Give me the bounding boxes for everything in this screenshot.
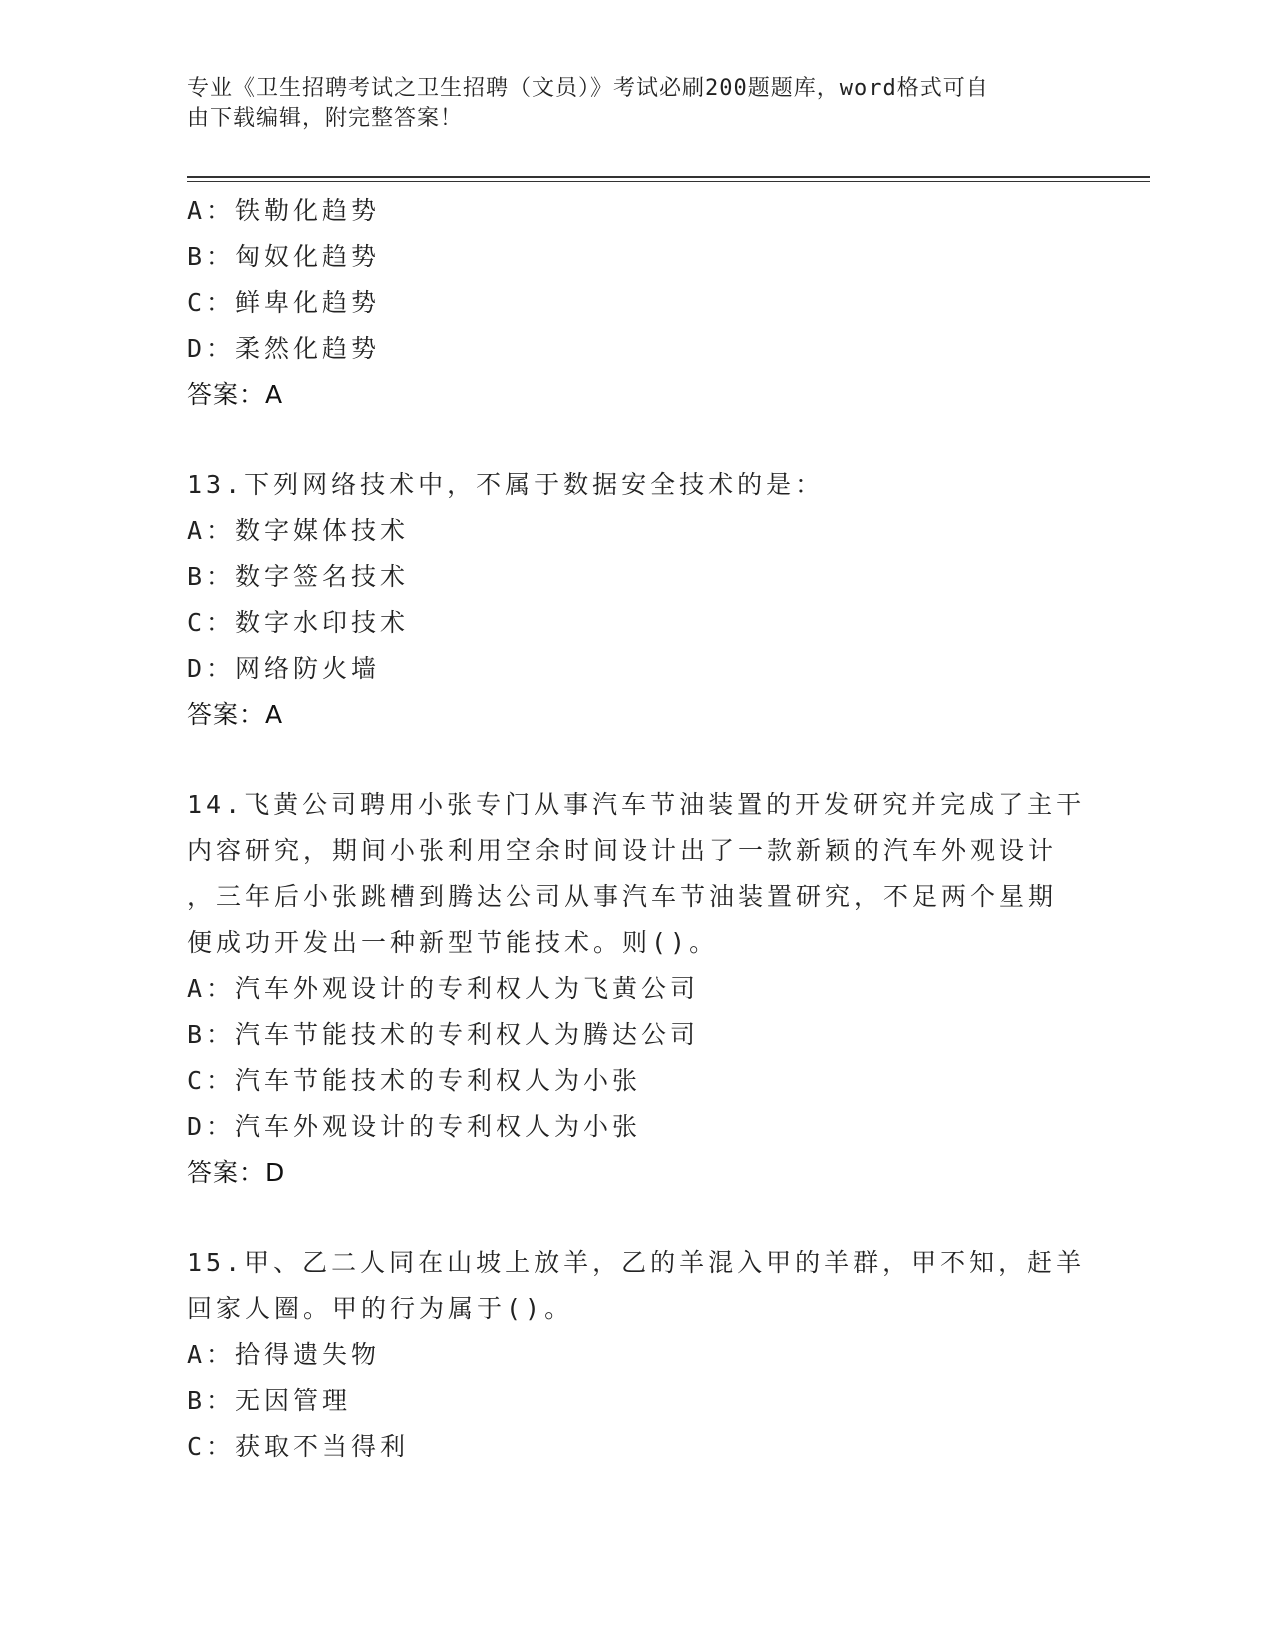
option-d: D：网络防火墙 [187, 654, 381, 683]
option-b: B：匈奴化趋势 [187, 242, 381, 271]
option-b: B：汽车节能技术的专利权人为腾达公司 [187, 1020, 700, 1049]
question-stem-line: ，三年后小张跳槽到腾达公司从事汽车节油装置研究，不足两个星期 [187, 882, 1058, 911]
option-b: B：数字签名技术 [187, 562, 410, 591]
header-divider-thick [187, 176, 1150, 178]
spacer [187, 418, 1087, 462]
answer: 答案：D [187, 1158, 286, 1187]
question-15 [187, 1240, 1087, 1470]
header-divider-thin [187, 181, 1150, 182]
answer: 答案：A [187, 380, 284, 409]
header-line-2: 由下载编辑，附完整答案！ [187, 106, 464, 131]
answer: 答案：A [187, 700, 284, 729]
option-b: B：无因管理 [187, 1386, 352, 1415]
document-header [187, 74, 1067, 134]
question-stem-line: 回家人圈。甲的行为属于()。 [187, 1294, 574, 1323]
question-stem-line: 便成功开发出一种新型节能技术。则()。 [187, 928, 719, 957]
option-a: A：拾得遗失物 [187, 1340, 381, 1369]
option-c: C：数字水印技术 [187, 608, 410, 637]
spacer [187, 1196, 1087, 1240]
option-c: C：汽车节能技术的专利权人为小张 [187, 1066, 642, 1095]
spacer [187, 738, 1087, 782]
question-stem-line: 15.甲、乙二人同在山坡上放羊，乙的羊混入甲的羊群，甲不知，赶羊 [187, 1248, 1086, 1277]
question-stem: 13.下列网络技术中，不属于数据安全技术的是： [187, 470, 825, 499]
option-a: A：汽车外观设计的专利权人为飞黄公司 [187, 974, 700, 1003]
header-line-1: 专业《卫生招聘考试之卫生招聘（文员）》考试必刷200题题库，word格式可自 [187, 76, 989, 101]
question-14 [187, 782, 1087, 1196]
question-12 [187, 188, 1087, 418]
option-d: D：柔然化趋势 [187, 334, 381, 363]
question-stem-line: 内容研究，期间小张利用空余时间设计出了一款新颖的汽车外观设计 [187, 836, 1058, 865]
question-list [187, 188, 1087, 1470]
option-d: D：汽车外观设计的专利权人为小张 [187, 1112, 642, 1141]
option-a: A：数字媒体技术 [187, 516, 410, 545]
question-stem-line: 14.飞黄公司聘用小张专门从事汽车节油装置的开发研究并完成了主干 [187, 790, 1086, 819]
option-c: C：获取不当得利 [187, 1432, 410, 1461]
option-a: A：铁勒化趋势 [187, 196, 381, 225]
question-13 [187, 462, 1087, 738]
option-c: C：鲜卑化趋势 [187, 288, 381, 317]
